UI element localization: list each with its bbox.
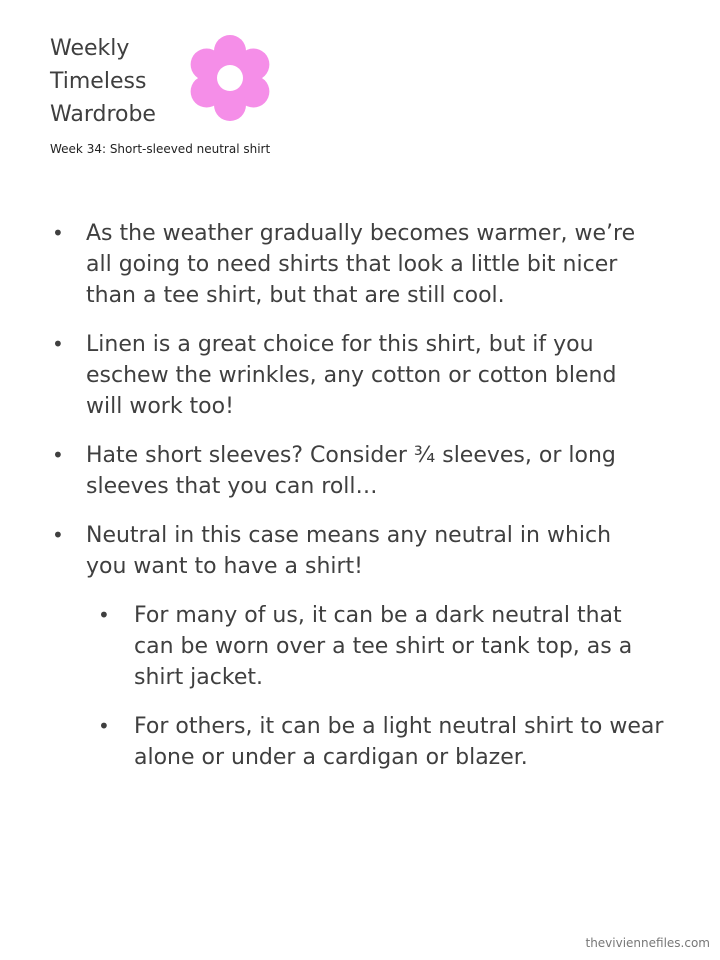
bullet-dot-icon: • — [52, 443, 64, 467]
sub-bullet-item — [0, 711, 664, 773]
bullet-dot-icon: • — [98, 714, 110, 738]
flower-icon — [186, 34, 274, 122]
bullet-text: As the weather gradually becomes warmer, we’re all going to need shirts that look a little bit nicer than a tee shirt, but that are still cool. — [86, 221, 636, 308]
bullet-text: Linen is a great choice for this shirt, but if you eschew the wrinkles, any cotton or cotton blend will work too! — [86, 332, 617, 419]
title-line-3: Wardrobe — [50, 102, 156, 127]
sub-bullet-item — [0, 600, 664, 693]
bullet-list — [0, 218, 720, 791]
bullet-dot-icon: • — [52, 332, 64, 356]
bullet-dot-icon: • — [98, 603, 110, 627]
bullet-text: Hate short sleeves? Consider ¾ sleeves, or long sleeves that you can roll… — [86, 443, 616, 499]
bullet-item — [0, 218, 658, 311]
bullet-item — [0, 520, 658, 582]
bullet-text: Neutral in this case means any neutral in which you want to have a shirt! — [86, 523, 612, 579]
bullet-dot-icon: • — [52, 523, 64, 547]
bullet-dot-icon: • — [52, 221, 64, 245]
title-line-1: Weekly — [50, 36, 130, 61]
bullet-text: For others, it can be a light neutral shirt to wear alone or under a cardigan or blazer. — [134, 714, 664, 770]
flower-center — [217, 65, 243, 91]
page-subtitle: Week 34: Short-sleeved neutral shirt — [50, 142, 271, 156]
bullet-text: For many of us, it can be a dark neutral that can be worn over a tee shirt or tank top, as a shirt jacket. — [134, 603, 633, 690]
bullet-item — [0, 440, 658, 502]
bullet-item — [0, 329, 658, 422]
site-watermark: theviviennefiles.com — [585, 936, 710, 950]
title-line-2: Timeless — [50, 69, 147, 94]
page-title — [50, 32, 190, 131]
